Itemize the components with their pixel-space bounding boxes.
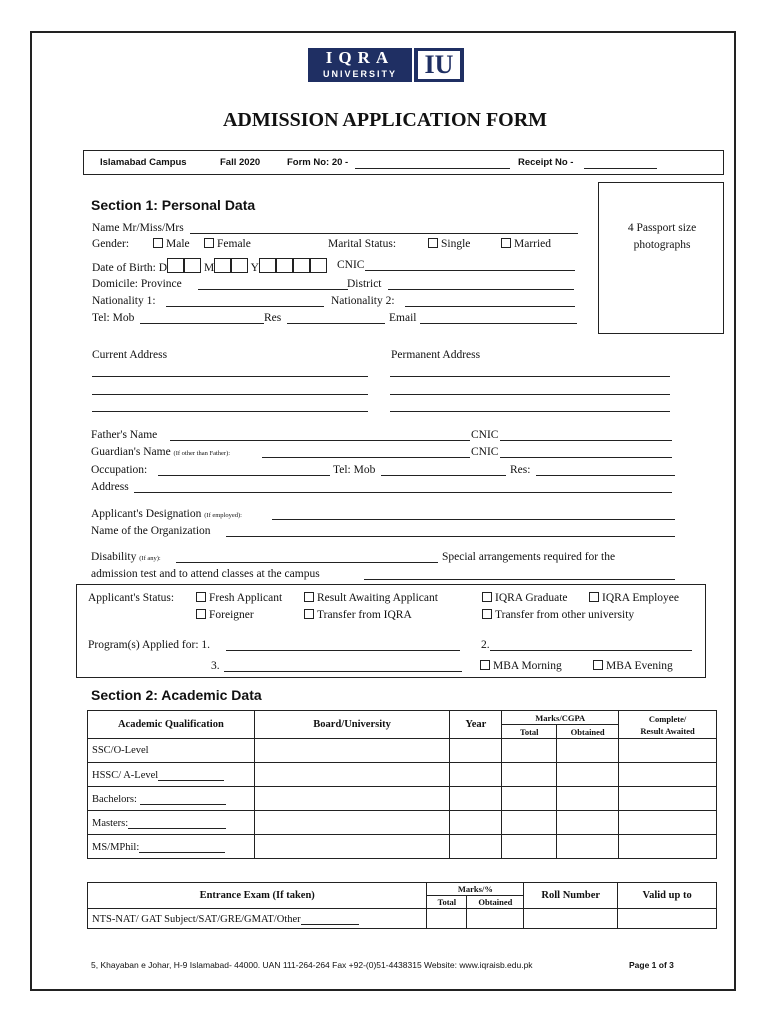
occupation-label: Occupation: xyxy=(91,464,148,476)
single-checkbox[interactable] xyxy=(428,238,438,248)
row-masters: Masters: xyxy=(88,811,255,835)
row-msmphil: MS/MPhil: xyxy=(88,835,255,859)
special-arrangements-label-2: admission test and to attend classes at the campus xyxy=(91,568,320,580)
form-no-label: Form No: 20 - xyxy=(287,157,349,168)
email-label: Email xyxy=(389,312,417,324)
entrance-valid: Valid up to xyxy=(618,883,717,909)
entrance-total: Total xyxy=(427,896,467,909)
status-foreigner[interactable]: Foreigner xyxy=(196,608,254,622)
mba-morning[interactable]: MBA Morning xyxy=(480,659,562,673)
col-total: Total xyxy=(502,725,557,739)
session-label: Fall 2020 xyxy=(220,157,261,168)
entrance-obtained: Obtained xyxy=(467,896,524,909)
dob-row: Date of Birth: D M Y xyxy=(92,258,327,275)
row-hssc: HSSC/ A-Level xyxy=(88,763,255,787)
marital-married[interactable]: Married xyxy=(501,237,551,251)
male-checkbox[interactable] xyxy=(153,238,163,248)
table-row xyxy=(88,909,717,929)
status-result-awaiting[interactable]: Result Awaiting Applicant xyxy=(304,591,438,605)
col-board: Board/University xyxy=(254,711,450,739)
female-checkbox[interactable] xyxy=(204,238,214,248)
marital-label: Marital Status: xyxy=(328,238,397,250)
logo-sub: UNIVERSITY xyxy=(322,69,397,79)
status-iqra-employee[interactable]: IQRA Employee xyxy=(589,591,679,605)
cnic-label: CNIC xyxy=(337,259,365,271)
nationality2-label: Nationality 2: xyxy=(331,295,395,307)
special-arrangements-label: Special arrangements required for the xyxy=(442,551,616,563)
entrance-row-label: NTS-NAT/ GAT Subject/SAT/GRE/GMAT/Other xyxy=(88,909,427,929)
guardian-tel-label: Tel: Mob xyxy=(333,464,376,476)
photo-text: 4 Passport size photographs xyxy=(627,222,697,251)
address-label: Address xyxy=(91,481,129,493)
dob-year-box[interactable] xyxy=(259,258,276,273)
academic-table xyxy=(87,710,717,859)
campus-label: Islamabad Campus xyxy=(100,157,187,168)
status-fresh[interactable]: Fresh Applicant xyxy=(196,591,282,605)
table-row xyxy=(88,835,717,859)
organization-label: Name of the Organization xyxy=(91,525,211,537)
gender-female[interactable]: Female xyxy=(204,237,251,251)
district-label: District xyxy=(347,278,382,290)
status-label: Applicant's Status: xyxy=(88,592,175,604)
logo-mark: IU xyxy=(424,50,454,79)
gender-label: Gender: xyxy=(92,238,130,250)
res-label: Res xyxy=(264,312,282,324)
father-cnic-label: CNIC xyxy=(471,429,499,441)
program-label: Program(s) Applied for: 1. xyxy=(88,639,211,651)
entrance-marks: Marks/% xyxy=(427,883,524,896)
married-checkbox[interactable] xyxy=(501,238,511,248)
row-ssc: SSC/O-Level xyxy=(88,739,255,763)
gender-male[interactable]: Male xyxy=(153,237,190,251)
current-address-label: Current Address xyxy=(92,349,168,361)
footer-address: 5, Khayaban e Johar, H-9 Islamabad- 44000. UAN 111-264-264 Fax +92-(0)51-4438315 Website: www.iqraisb.edu.pk xyxy=(91,960,533,970)
table-row xyxy=(88,763,717,787)
domicile-label: Domicile: Province xyxy=(92,278,182,290)
page-title: ADMISSION APPLICATION FORM xyxy=(222,109,548,131)
col-marks: Marks/CGPA xyxy=(502,711,619,725)
page-number: Page 1 of 3 xyxy=(629,960,674,970)
nationality1-label: Nationality 1: xyxy=(92,295,156,307)
permanent-address-label: Permanent Address xyxy=(391,349,481,361)
entrance-title: Entrance Exam (If taken) xyxy=(88,883,427,909)
fathers-name-label: Father's Name xyxy=(91,429,158,441)
university-logo xyxy=(308,48,464,82)
entrance-roll: Roll Number xyxy=(524,883,618,909)
table-row xyxy=(88,811,717,835)
logo-name: IQRA xyxy=(325,48,395,67)
status-iqra-graduate[interactable]: IQRA Graduate xyxy=(482,591,568,605)
col-qualification: Academic Qualification xyxy=(88,711,255,739)
mba-evening[interactable]: MBA Evening xyxy=(593,659,673,673)
marital-single[interactable]: Single xyxy=(428,237,470,251)
table-row xyxy=(88,787,717,811)
dob-day-box[interactable] xyxy=(167,258,184,273)
guardian-res-label: Res: xyxy=(510,464,531,476)
designation-label: Applicant's Designation (If employed): xyxy=(91,508,242,520)
disability-label: Disability (If any): xyxy=(91,551,161,563)
col-complete: Complete/ Result Awaited xyxy=(619,711,717,739)
col-year: Year xyxy=(450,711,502,739)
guardian-cnic-label: CNIC xyxy=(471,446,499,458)
name-label: Name Mr/Miss/Mrs xyxy=(92,222,184,234)
guardians-name-label: Guardian's Name (If other than Father): xyxy=(91,446,231,458)
entrance-exam-table xyxy=(87,882,717,929)
table-row xyxy=(88,739,717,763)
photo-box xyxy=(598,182,724,334)
tel-mob-label: Tel: Mob xyxy=(92,312,135,324)
program-3-label: 3. xyxy=(211,660,220,672)
dob-month-box[interactable] xyxy=(214,258,231,273)
program-2-label: 2. xyxy=(481,639,490,651)
col-obtained: Obtained xyxy=(557,725,619,739)
row-bachelors: Bachelors: xyxy=(88,787,255,811)
status-transfer-other[interactable]: Transfer from other university xyxy=(482,608,634,622)
section1-title: Section 1: Personal Data xyxy=(91,197,256,213)
section2-title: Section 2: Academic Data xyxy=(91,687,262,703)
receipt-no-label: Receipt No - xyxy=(518,157,574,168)
status-transfer-iqra[interactable]: Transfer from IQRA xyxy=(304,608,412,622)
